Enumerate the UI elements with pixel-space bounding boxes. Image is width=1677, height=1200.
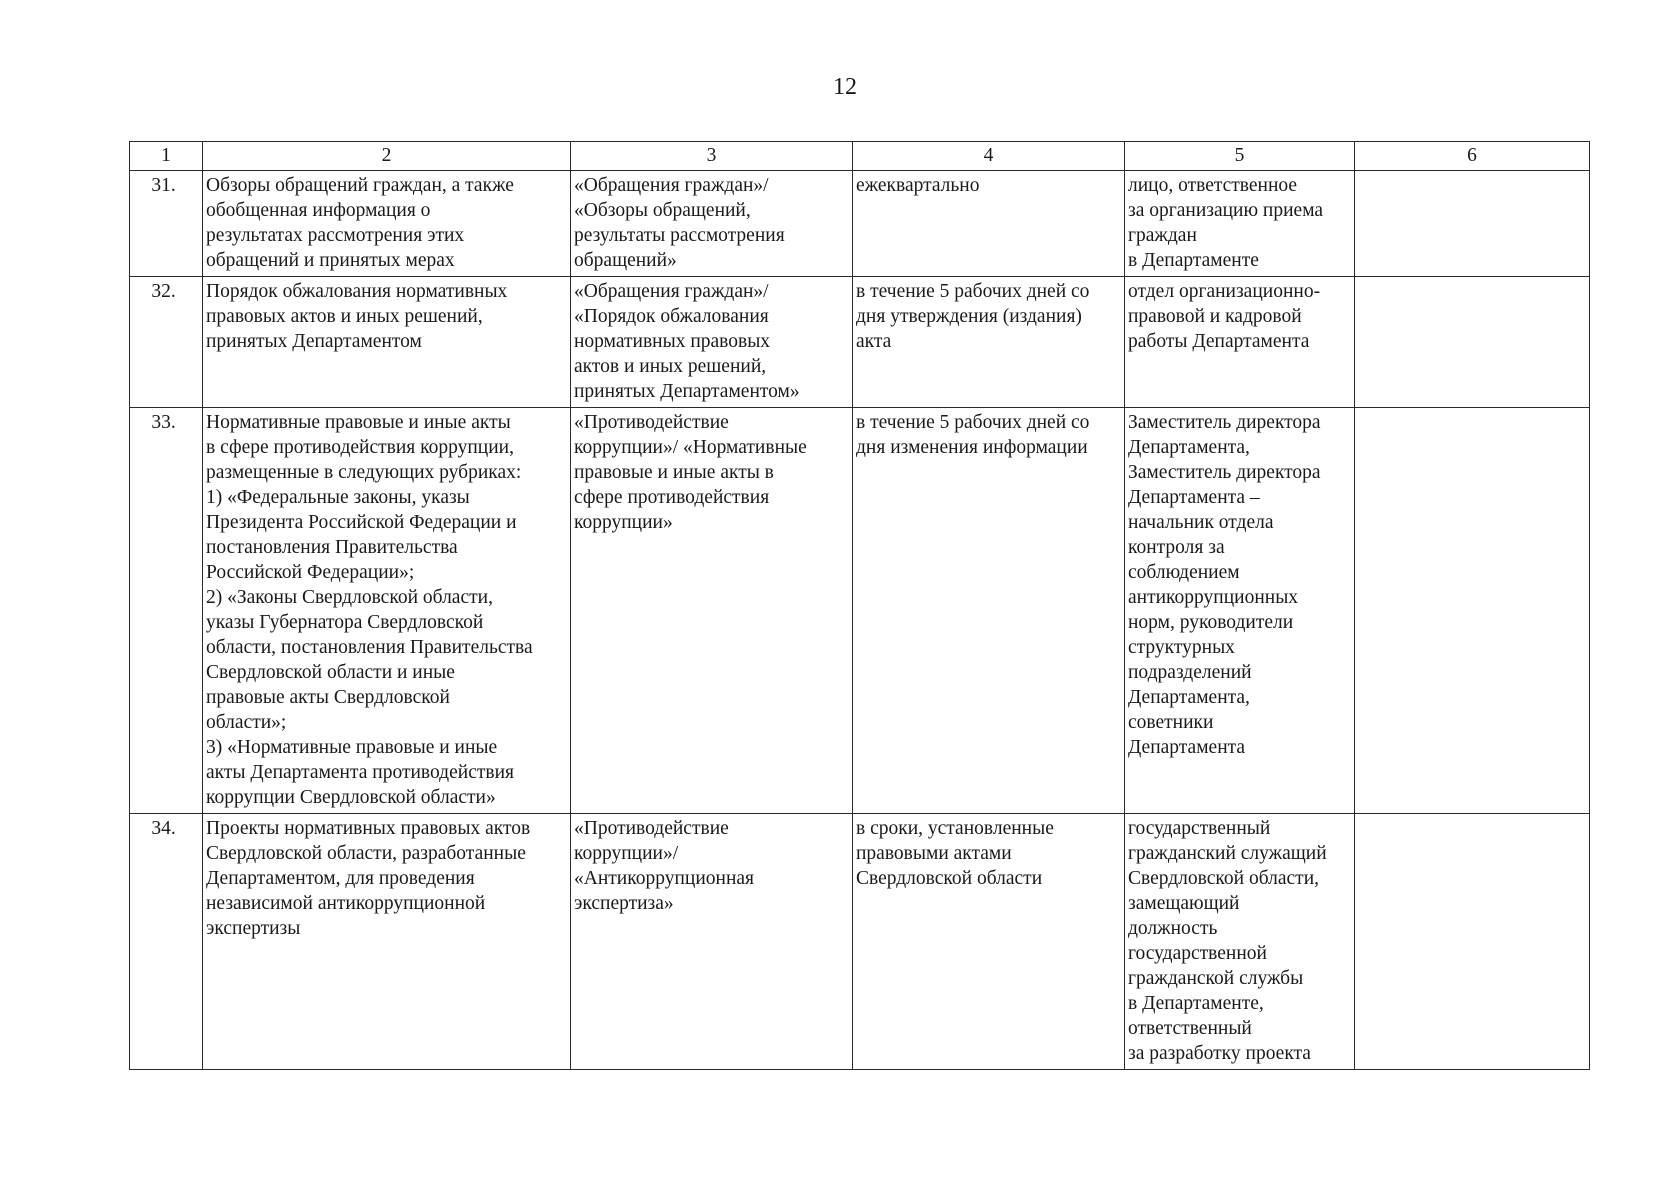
text-line: «Порядок обжалования	[574, 306, 769, 327]
text-line: начальник отдела	[1128, 512, 1274, 533]
text-line: нормативных правовых	[574, 331, 771, 352]
row-number: 34.	[130, 814, 203, 1070]
text-line: правовых актов и иных решений,	[206, 306, 483, 327]
header-cell-3: 3	[571, 142, 853, 171]
text-line: дня изменения информации	[856, 437, 1088, 458]
section-cell	[571, 814, 853, 1070]
header-cell-5: 5	[1125, 142, 1355, 171]
timing-cell	[853, 171, 1125, 277]
text-line: коррупции»/	[574, 843, 679, 864]
text-line: граждан	[1128, 225, 1197, 246]
text-line: «Антикоррупционная	[574, 868, 755, 889]
text-line: экспертиза»	[574, 893, 674, 914]
text-line: контроля за	[1128, 537, 1225, 558]
timing-cell	[853, 814, 1125, 1070]
text-line: в течение 5 рабочих дней со	[856, 412, 1090, 433]
text-line: гражданской службы	[1128, 968, 1304, 989]
text-line: в Департаменте	[1128, 250, 1259, 271]
text-line: Свердловской области	[856, 868, 1043, 889]
row-number: 31.	[130, 171, 203, 277]
text-line: за организацию приема	[1128, 200, 1324, 221]
text-line: структурных	[1128, 637, 1235, 658]
text-line: правовой и кадровой	[1128, 306, 1302, 327]
text-line: Свердловской области,	[1128, 868, 1320, 889]
text-line: дня утверждения (издания)	[856, 306, 1082, 327]
header-cell-6: 6	[1355, 142, 1590, 171]
text-line: размещенные в следующих рубриках:	[206, 462, 522, 483]
text-line: лицо, ответственное	[1128, 175, 1298, 196]
text-line: соблюдением	[1128, 562, 1240, 583]
text-line: Президента Российской Федерации и	[206, 512, 517, 533]
header-cell-1: 1	[130, 142, 203, 171]
text-line: Заместитель директора	[1128, 462, 1321, 483]
text-line: экспертизы	[206, 918, 301, 939]
text-line: ежеквартально	[856, 175, 980, 196]
section-cell	[571, 408, 853, 814]
text-line: государственной	[1128, 943, 1267, 964]
note-cell	[1355, 814, 1590, 1070]
text-line: гражданский служащий	[1128, 843, 1327, 864]
text-line: «Противодействие	[574, 818, 729, 839]
text-line: акта	[856, 331, 892, 352]
text-line: правовые акты Свердловской	[206, 687, 450, 708]
text-line: в сфере противодействия коррупции,	[206, 437, 514, 458]
note-cell	[1355, 408, 1590, 814]
text-line: в сроки, установленные	[856, 818, 1054, 839]
text-line: обобщенная информация о	[206, 200, 431, 221]
text-line: обращений и принятых мерах	[206, 250, 455, 271]
text-line: Проекты нормативных правовых актов	[206, 818, 531, 839]
text-line: в Департаменте,	[1128, 993, 1264, 1014]
text-line: Порядок обжалования нормативных	[206, 281, 508, 302]
text-line: области, постановления Правительства	[206, 637, 533, 658]
row-number: 32.	[130, 277, 203, 408]
text-line: независимой антикоррупционной	[206, 893, 486, 914]
text-line: «Обращения граждан»/	[574, 281, 769, 302]
section-cell	[571, 171, 853, 277]
info-cell	[203, 408, 571, 814]
header-cell-2: 2	[203, 142, 571, 171]
text-line: коррупции»/ «Нормативные	[574, 437, 807, 458]
responsible-cell	[1125, 814, 1355, 1070]
responsible-cell	[1125, 408, 1355, 814]
text-line: результаты рассмотрения	[574, 225, 785, 246]
text-line: «Противодействие	[574, 412, 729, 433]
info-cell	[203, 171, 571, 277]
row-number: 33.	[130, 408, 203, 814]
text-line: результатах рассмотрения этих	[206, 225, 465, 246]
text-line: замещающий	[1128, 893, 1240, 914]
text-line: Департамента	[1128, 737, 1246, 758]
text-line: Свердловской области и иные	[206, 662, 455, 683]
information-table	[129, 141, 1590, 1070]
page-number: 12	[833, 74, 857, 100]
text-line: принятых Департаментом	[206, 331, 422, 352]
responsible-cell	[1125, 171, 1355, 277]
text-line: акты Департамента противодействия	[206, 762, 514, 783]
text-line: 2) «Законы Свердловской области,	[206, 587, 493, 608]
text-line: антикоррупционных	[1128, 587, 1299, 608]
text-line: Заместитель директора	[1128, 412, 1321, 433]
timing-cell	[853, 408, 1125, 814]
text-line: Департамента,	[1128, 687, 1250, 708]
text-line: коррупции Свердловской области»	[206, 787, 496, 808]
text-line: 1) «Федеральные законы, указы	[206, 487, 470, 508]
text-line: за разработку проекта	[1128, 1043, 1311, 1064]
text-line: коррупции»	[574, 512, 673, 533]
note-cell	[1355, 277, 1590, 408]
text-line: Свердловской области, разработанные	[206, 843, 526, 864]
text-line: государственный	[1128, 818, 1271, 839]
text-line: советники	[1128, 712, 1214, 733]
responsible-cell	[1125, 277, 1355, 408]
text-line: правовыми актами	[856, 843, 1012, 864]
timing-cell	[853, 277, 1125, 408]
info-cell	[203, 277, 571, 408]
text-line: обращений»	[574, 250, 677, 271]
text-line: должность	[1128, 918, 1218, 939]
info-cell	[203, 814, 571, 1070]
text-line: актов и иных решений,	[574, 356, 767, 377]
text-line: Департамента –	[1128, 487, 1260, 508]
text-line: Обзоры обращений граждан, а также	[206, 175, 514, 196]
text-line: Департаментом, для проведения	[206, 868, 475, 889]
text-line: правовые и иные акты в	[574, 462, 774, 483]
text-line: ответственный	[1128, 1018, 1252, 1039]
text-line: работы Департамента	[1128, 331, 1310, 352]
text-line: в течение 5 рабочих дней со	[856, 281, 1090, 302]
header-cell-4: 4	[853, 142, 1125, 171]
text-line: Нормативные правовые и иные акты	[206, 412, 511, 433]
header-row	[130, 142, 1590, 171]
section-cell	[571, 277, 853, 408]
table-row	[130, 408, 1590, 814]
text-line: «Обзоры обращений,	[574, 200, 751, 221]
text-line: отдел организационно-	[1128, 281, 1321, 302]
text-line: области»;	[206, 712, 287, 733]
text-line: Департамента,	[1128, 437, 1250, 458]
text-line: норм, руководители	[1128, 612, 1294, 633]
text-line: подразделений	[1128, 662, 1252, 683]
table-row	[130, 814, 1590, 1070]
text-line: постановления Правительства	[206, 537, 458, 558]
note-cell	[1355, 171, 1590, 277]
text-line: указы Губернатора Свердловской	[206, 612, 484, 633]
text-line: Российской Федерации»;	[206, 562, 415, 583]
text-line: принятых Департаментом»	[574, 381, 800, 402]
text-line: 3) «Нормативные правовые и иные	[206, 737, 498, 758]
table-row	[130, 277, 1590, 408]
text-line: «Обращения граждан»/	[574, 175, 769, 196]
table-row	[130, 171, 1590, 277]
text-line: сфере противодействия	[574, 487, 770, 508]
